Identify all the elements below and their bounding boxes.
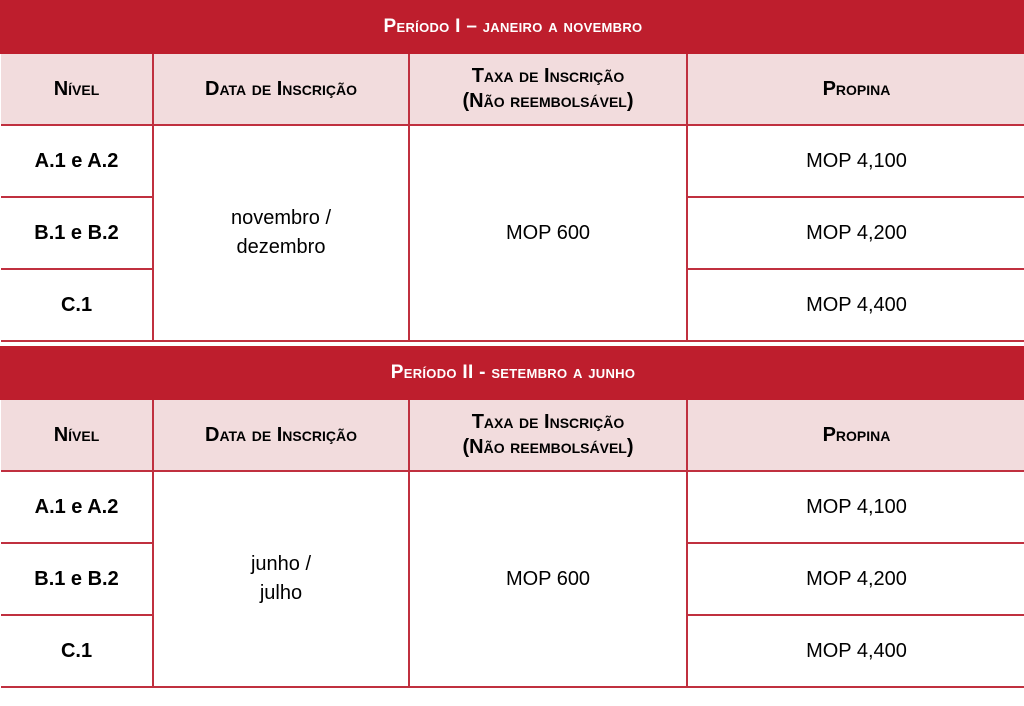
tuition-cell: MOP 4,100: [687, 125, 1024, 197]
registration-fee-cell: MOP 600: [409, 471, 687, 687]
registration-date-line1: junho /: [250, 553, 312, 575]
level-cell: C.1: [1, 615, 153, 687]
header-row: [1, 399, 1024, 471]
header-level: Nível: [1, 53, 153, 125]
table-row: [1, 471, 1024, 543]
period-2-table: [0, 346, 1024, 688]
tuition-cell: MOP 4,200: [687, 197, 1024, 269]
tuition-cell: MOP 4,100: [687, 471, 1024, 543]
header-fee-line2: (Não reembolsável): [462, 90, 634, 112]
period-title: Período I – janeiro a novembro: [1, 1, 1024, 53]
tuition-cell: MOP 4,200: [687, 543, 1024, 615]
header-fee: [409, 399, 687, 471]
header-tuition: Propina: [687, 53, 1024, 125]
header-level: Nível: [1, 399, 153, 471]
period-1-table: [0, 0, 1024, 342]
level-cell: A.1 e A.2: [1, 125, 153, 197]
level-cell: B.1 e B.2: [1, 543, 153, 615]
period-title: Período II - setembro a junho: [1, 347, 1024, 399]
tuition-cell: MOP 4,400: [687, 269, 1024, 341]
registration-date-line2: julho: [259, 582, 303, 604]
header-fee-line1: Taxa de Inscrição: [471, 65, 625, 87]
registration-date-cell: [153, 471, 409, 687]
level-cell: B.1 e B.2: [1, 197, 153, 269]
registration-date-cell: [153, 125, 409, 341]
period-title-row: [1, 1, 1024, 53]
header-date: Data de Inscrição: [153, 399, 409, 471]
period-title-row: [1, 347, 1024, 399]
registration-fee-cell: MOP 600: [409, 125, 687, 341]
header-tuition: Propina: [687, 399, 1024, 471]
table-row: [1, 125, 1024, 197]
header-fee: [409, 53, 687, 125]
tuition-cell: MOP 4,400: [687, 615, 1024, 687]
registration-date-line2: dezembro: [236, 236, 326, 258]
registration-date-line1: novembro /: [230, 207, 332, 229]
header-fee-line1: Taxa de Inscrição: [471, 411, 625, 433]
header-row: [1, 53, 1024, 125]
period-2-section: [0, 346, 1024, 688]
level-cell: A.1 e A.2: [1, 471, 153, 543]
header-date: Data de Inscrição: [153, 53, 409, 125]
level-cell: C.1: [1, 269, 153, 341]
period-1-section: [0, 0, 1024, 342]
header-fee-line2: (Não reembolsável): [462, 436, 634, 458]
